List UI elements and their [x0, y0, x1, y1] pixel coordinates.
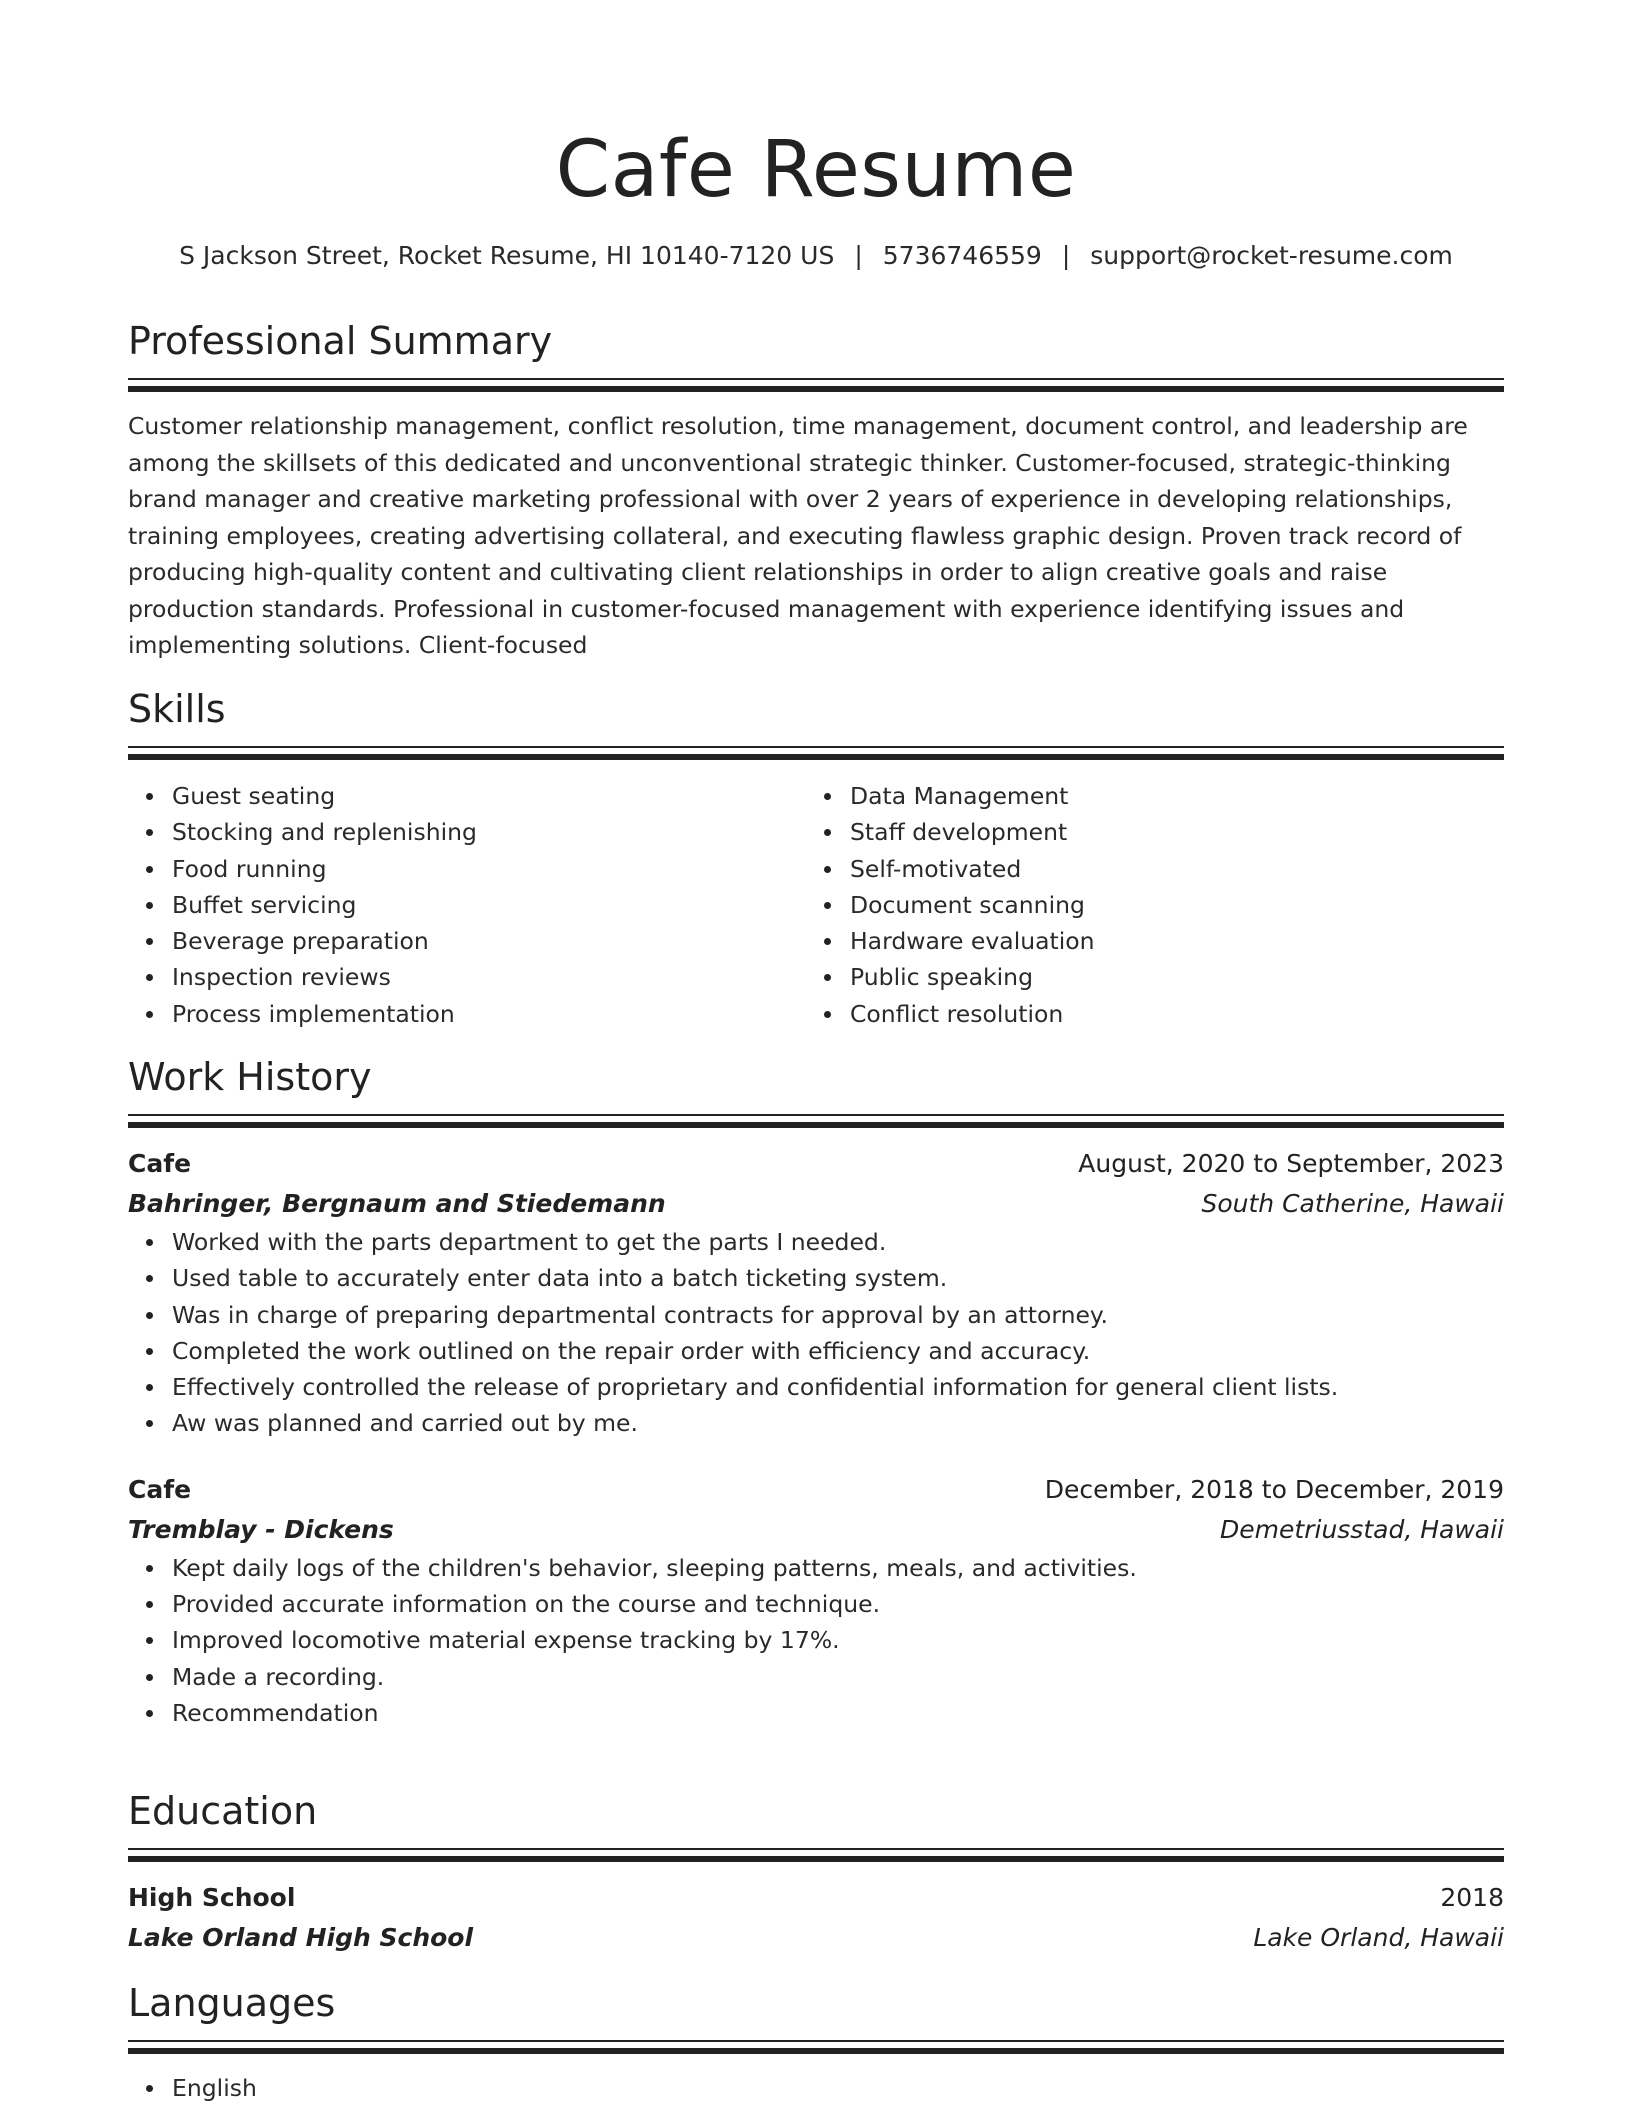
job-title: Cafe: [128, 1474, 192, 1504]
job-duty: Used table to accurately enter data into a batch ticketing system.: [172, 1260, 1504, 1296]
contact-email: support@rocket-resume.com: [1090, 241, 1453, 270]
skill-item: Buffet servicing: [172, 887, 806, 923]
skill-item: Document scanning: [850, 887, 1484, 923]
section-divider: [128, 378, 1504, 392]
education-degree: High School: [128, 1883, 296, 1912]
skill-item: Stocking and replenishing: [172, 814, 806, 850]
skills-section: [128, 684, 1504, 1032]
section-divider: [128, 2040, 1504, 2054]
skills-title: Skills: [128, 687, 226, 731]
job-header: [128, 1470, 1504, 1510]
summary-section: [128, 316, 1504, 664]
skill-item: Process implementation: [172, 996, 806, 1032]
job-subheader: [128, 1184, 1504, 1224]
job-duty: Made a recording.: [172, 1659, 1504, 1695]
skill-item: Public speaking: [850, 959, 1484, 995]
job-duty: Kept daily logs of the children's behavior, sleeping patterns, meals, and activities.: [172, 1550, 1504, 1586]
education-title: Education: [128, 1789, 318, 1833]
education-entry: [128, 1878, 1504, 1958]
work-title: Work History: [128, 1055, 372, 1099]
job-duty: Aw was planned and carried out by me.: [172, 1405, 1504, 1441]
section-divider: [128, 746, 1504, 760]
job-entry: [128, 1470, 1504, 1731]
section-divider: [128, 1848, 1504, 1862]
job-dates: August, 2020 to September, 2023: [1078, 1149, 1504, 1178]
language-item: English: [172, 2070, 1504, 2106]
job-location: Demetriusstad, Hawaii: [1220, 1514, 1504, 1544]
skill-item: Inspection reviews: [172, 959, 806, 995]
skills-right-list: [806, 778, 1484, 1032]
languages-title: Languages: [128, 1981, 336, 2025]
job-duty: Effectively controlled the release of proprietary and confidential information for general client lists.: [172, 1369, 1504, 1405]
languages-section: [128, 1978, 1504, 2106]
skill-item: Hardware evaluation: [850, 923, 1484, 959]
resume-name: Cafe Resume: [555, 125, 1077, 215]
skill-item: Conflict resolution: [850, 996, 1484, 1032]
job-duty: Provided accurate information on the course and technique.: [172, 1586, 1504, 1622]
job-dates: December, 2018 to December, 2019: [1044, 1474, 1504, 1504]
job-entry: [128, 1144, 1504, 1442]
skill-item: Food running: [172, 851, 806, 887]
job-duty: Improved locomotive material expense tracking by 17%.: [172, 1622, 1504, 1658]
education-section: [128, 1786, 1504, 1958]
job-duty: Recommendation: [172, 1695, 1504, 1731]
languages-list: [128, 2070, 1504, 2106]
job-company: Bahringer, Bergnaum and Stiedemann: [128, 1189, 666, 1218]
summary-title: Professional Summary: [128, 319, 553, 363]
skills-left-list: [128, 778, 806, 1032]
skill-item: Beverage preparation: [172, 923, 806, 959]
job-subheader: [128, 1510, 1504, 1550]
skills-grid: [128, 778, 1504, 1032]
work-section: [128, 1052, 1504, 1731]
skill-item: Self-motivated: [850, 851, 1484, 887]
education-school: Lake Orland High School: [128, 1923, 474, 1952]
job-duty: Was in charge of preparing departmental contracts for approval by an attorney.: [172, 1297, 1504, 1333]
job-company: Tremblay - Dickens: [128, 1514, 394, 1544]
education-subheader: [128, 1918, 1504, 1958]
education-header: [128, 1878, 1504, 1918]
job-header: [128, 1144, 1504, 1184]
job-duties-list: [128, 1550, 1504, 1731]
contact-phone: 5736746559: [882, 241, 1042, 270]
education-location: Lake Orland, Hawaii: [1253, 1923, 1504, 1952]
skill-item: Guest seating: [172, 778, 806, 814]
summary-text: Customer relationship management, conflict resolution, time management, document control, and leadership are among the skillsets of this dedicated and unconventional strategic thinker. Customer-focused, strategic-thinking brand manager and creative marketing professional with over 2 years of experience in developing relationships, training employees, creating advertising collateral, and executing flawless graphic design. Proven track record of producing high-quality content and cultivating client relationships in order to align creative goals and raise production standards. Professional in customer-focused management with experience identifying issues and implementing solutions. Client-focused: [128, 412, 1468, 659]
education-year: 2018: [1440, 1883, 1504, 1912]
contact-line: [128, 238, 1504, 274]
contact-address: S Jackson Street, Rocket Resume, HI 10140-7120 US: [179, 241, 835, 270]
contact-separator: |: [854, 241, 863, 270]
job-location: South Catherine, Hawaii: [1201, 1189, 1504, 1218]
skill-item: Staff development: [850, 814, 1484, 850]
job-duty: Worked with the parts department to get the parts I needed.: [172, 1224, 1504, 1260]
skill-item: Data Management: [850, 778, 1484, 814]
job-title: Cafe: [128, 1149, 192, 1178]
job-duties-list: [128, 1224, 1504, 1442]
section-divider: [128, 1114, 1504, 1128]
job-duty: Completed the work outlined on the repair order with efficiency and accuracy.: [172, 1333, 1504, 1369]
contact-separator: |: [1061, 241, 1071, 270]
